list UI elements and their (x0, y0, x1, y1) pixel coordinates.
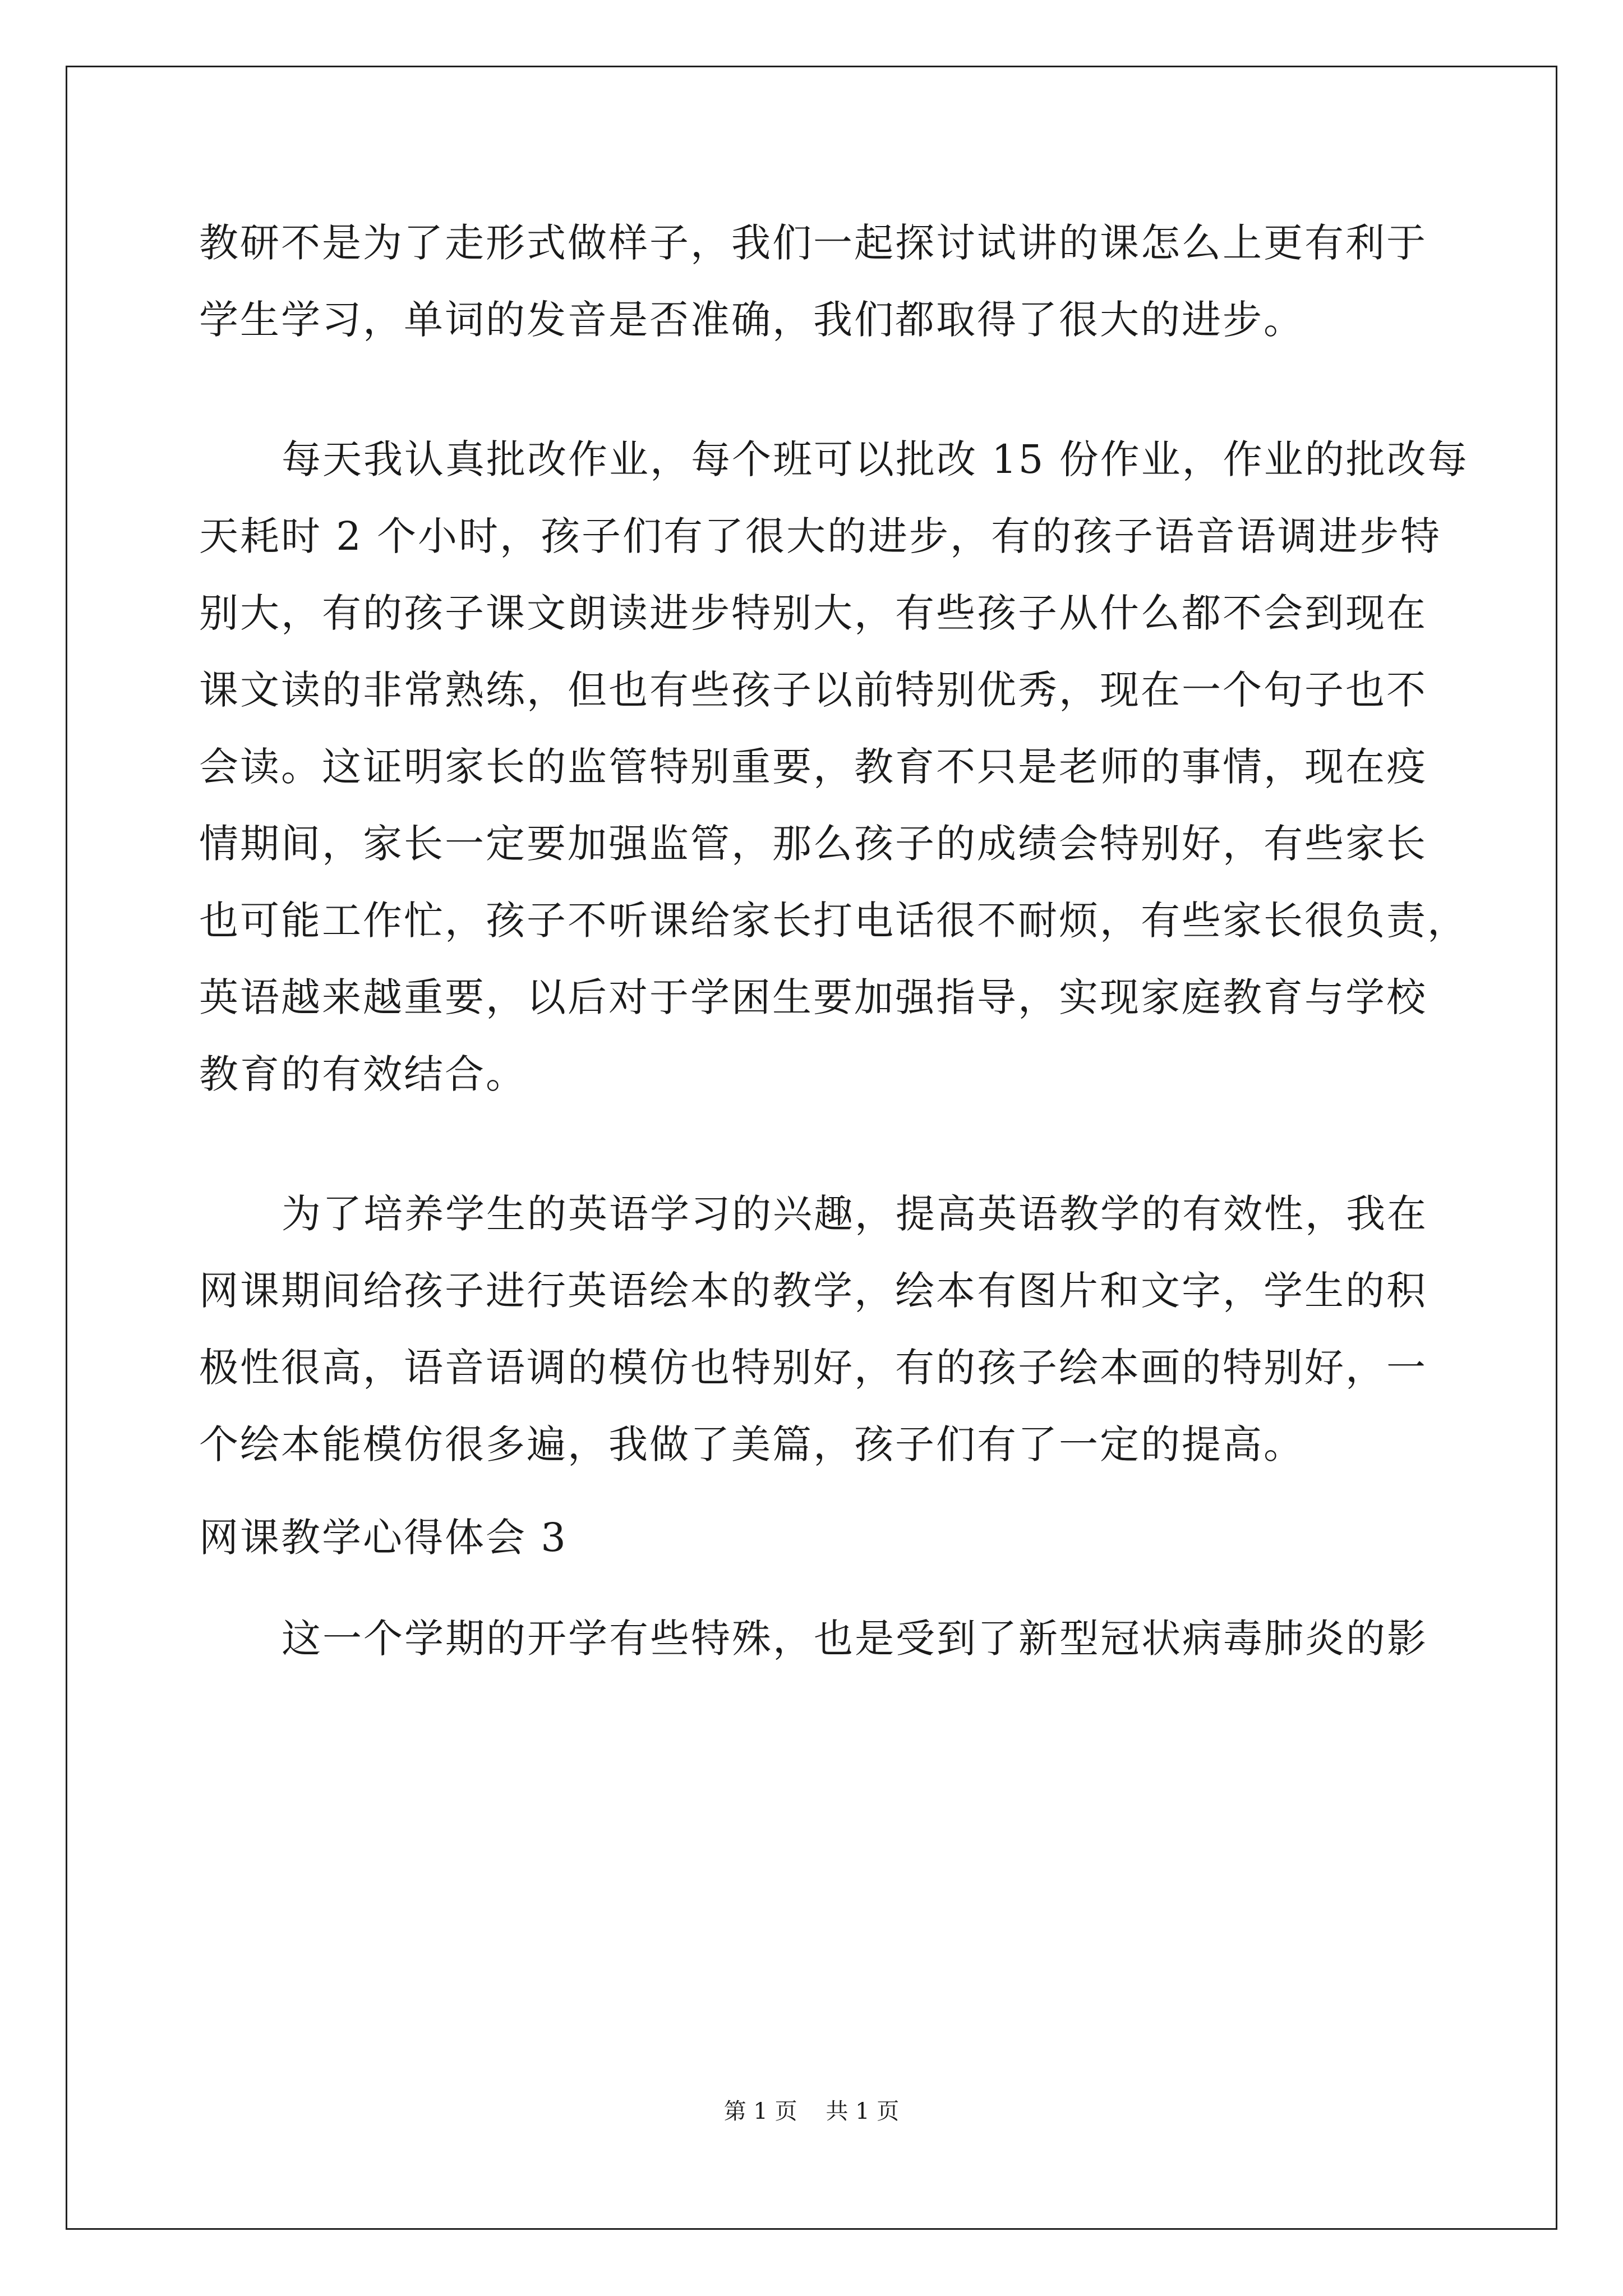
paragraph-line: 课文读的非常熟练，但也有些孩子以前特别优秀，现在一个句子也不 (199, 667, 1427, 713)
paragraph-line: 情期间，家长一定要加强监管，那么孩子的成绩会特别好，有些家长 (199, 821, 1427, 867)
section-heading: 网课教学心得体会 3 (199, 1515, 568, 1561)
paragraph-line: 这一个学期的开学有些特殊，也是受到了新型冠状病毒肺炎的影 (282, 1616, 1428, 1662)
page-number-footer: 第 1 页 共 1 页 (723, 2099, 900, 2124)
paragraph-line: 学生学习，单词的发音是否准确，我们都取得了很大的进步。 (199, 297, 1304, 343)
paragraph-line: 也可能工作忙，孩子不听课给家长打电话很不耐烦，有些家长很负责， (199, 898, 1468, 944)
paragraph-line: 个绘本能模仿很多遍，我做了美篇，孩子们有了一定的提高。 (199, 1421, 1304, 1467)
page-border (66, 66, 1557, 2230)
paragraph-line: 英语越来越重要，以后对于学困生要加强指导，实现家庭教育与学校 (199, 974, 1427, 1020)
paragraph-line: 每天我认真批改作业，每个班可以批改 15 份作业，作业的批改每 (282, 436, 1469, 482)
paragraph-line: 会读。这证明家长的监管特别重要，教育不只是老师的事情，现在疫 (199, 744, 1427, 790)
paragraph-line: 为了培养学生的英语学习的兴趣，提高英语教学的有效性，我在 (282, 1191, 1428, 1237)
paragraph-line: 别大，有的孩子课文朗读进步特别大，有些孩子从什么都不会到现在 (199, 590, 1427, 636)
paragraph-line: 教研不是为了走形式做样子，我们一起探讨试讲的课怎么上更有利于 (199, 220, 1427, 266)
paragraph-line: 极性很高，语音语调的模仿也特别好，有的孩子绘本画的特别好，一 (199, 1345, 1427, 1391)
paragraph-line: 天耗时 2 个小时，孩子们有了很大的进步，有的孩子语音语调进步特 (199, 513, 1442, 559)
paragraph-line: 网课期间给孩子进行英语绘本的教学，绘本有图片和文字，学生的积 (199, 1268, 1427, 1314)
paragraph-line: 教育的有效结合。 (199, 1051, 527, 1097)
